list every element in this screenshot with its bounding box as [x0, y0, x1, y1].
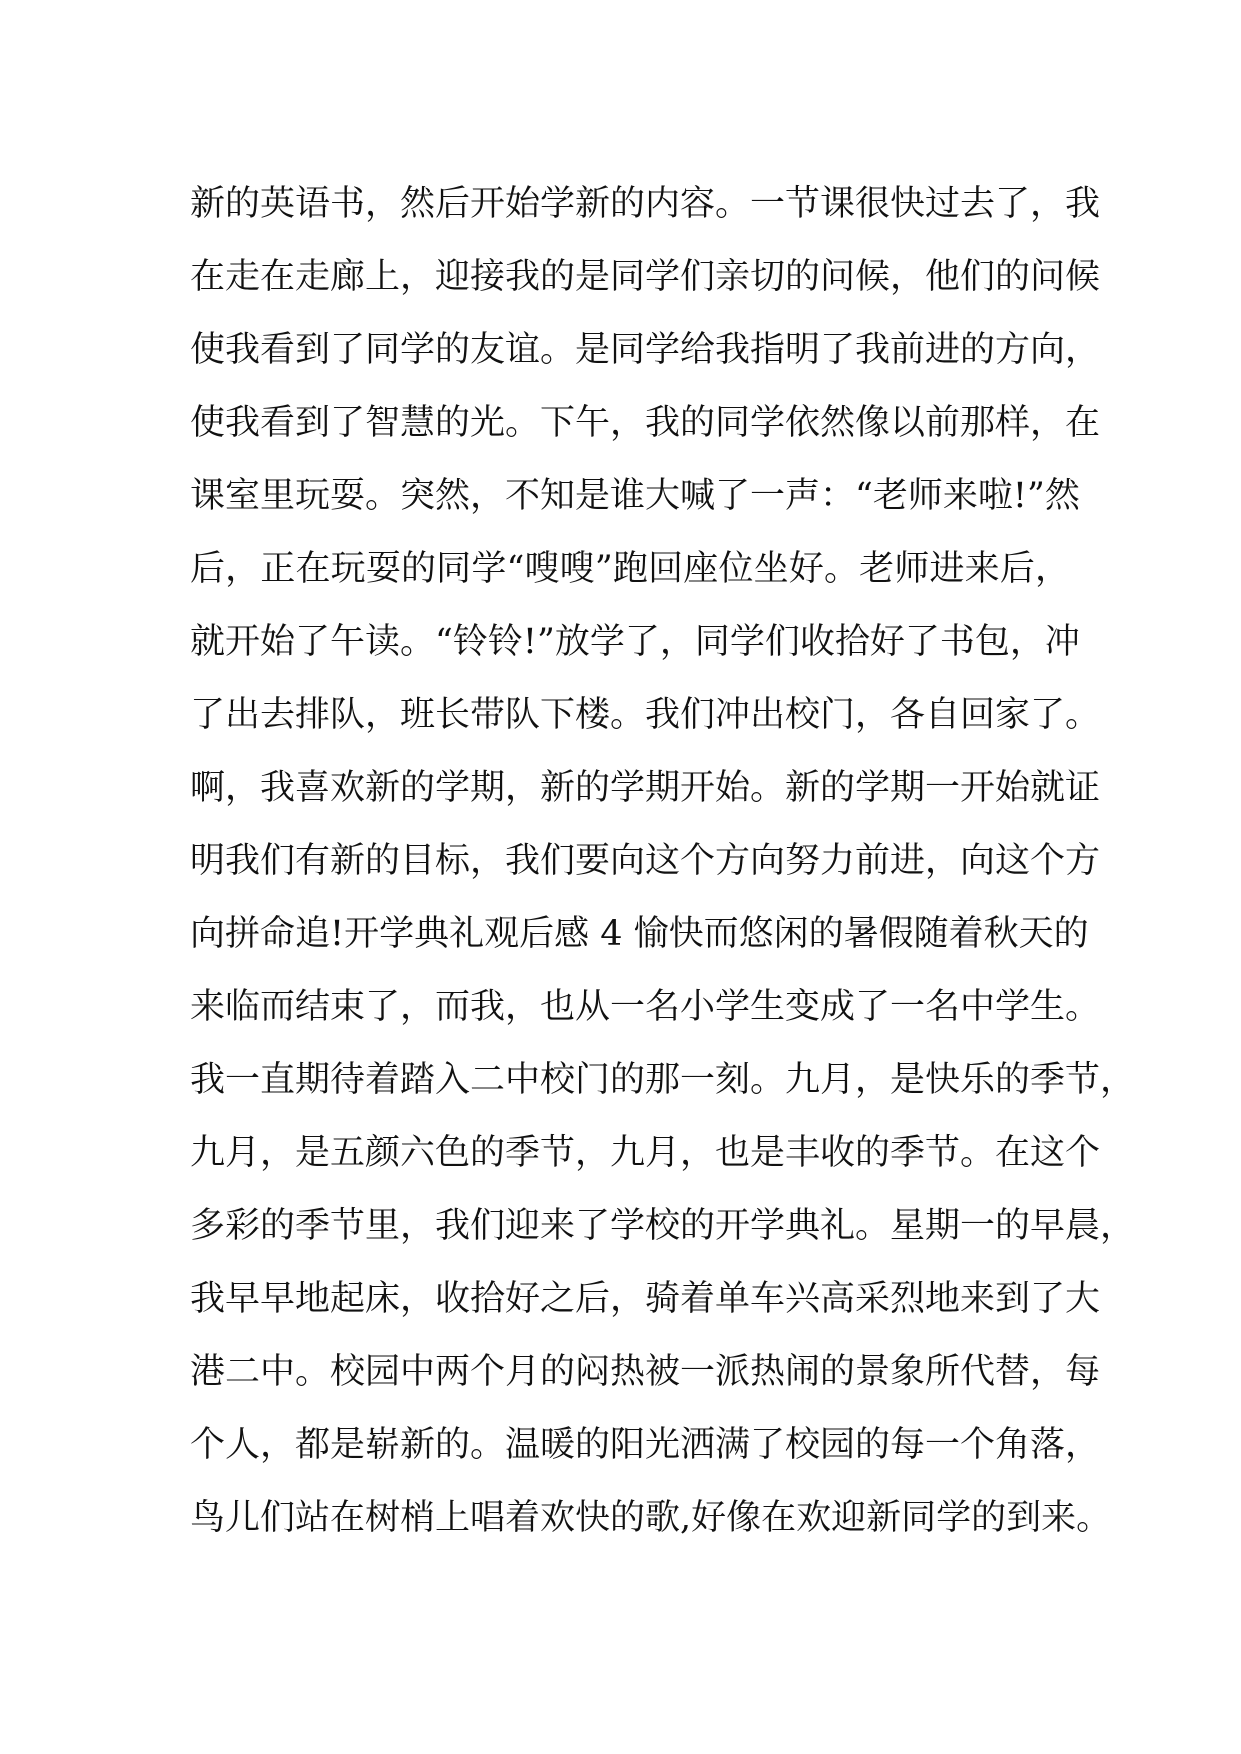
- text-line-8: 了出去排队，班长带队下楼。我们冲出校门，各自回家了。: [190, 695, 1101, 735]
- text-line-15: 多彩的季节里，我们迎来了学校的开学典礼。星期一的早晨，: [190, 1206, 1136, 1246]
- text-line-17: 港二中。校园中两个月的闷热被一派热闹的景象所代替，每: [190, 1352, 1101, 1392]
- text-line-1: 新的英语书，然后开始学新的内容。一节课很快过去了，我: [190, 184, 1101, 224]
- text-line-18: 个人，都是崭新的。温暖的阳光洒满了校园的每一个角落，: [190, 1425, 1101, 1465]
- body-text: [190, 168, 1136, 1555]
- text-line-12: 来临而结束了，而我，也从一名小学生变成了一名中学生。: [190, 987, 1101, 1027]
- text-line-7: 就开始了午读。“铃铃!”放学了，同学们收拾好了书包，冲: [190, 622, 1080, 662]
- text-line-2: 在走在走廊上，迎接我的是同学们亲切的问候，他们的问候: [190, 257, 1101, 297]
- text-line-5: 课室里玩耍。突然，不知是谁大喊了一声：“老师来啦!”然: [190, 476, 1080, 516]
- text-line-13: 我一直期待着踏入二中校门的那一刻。九月，是快乐的季节，: [190, 1060, 1136, 1100]
- text-line-14: 九月，是五颜六色的季节，九月，也是丰收的季节。在这个: [190, 1133, 1101, 1173]
- text-line-4: 使我看到了智慧的光。下午，我的同学依然像以前那样，在: [190, 403, 1101, 443]
- text-line-9: 啊，我喜欢新的学期，新的学期开始。新的学期一开始就证: [190, 768, 1101, 808]
- text-line-6: 后，正在玩耍的同学“嗖嗖”跑回座位坐好。老师进来后，: [190, 549, 1070, 589]
- text-line-11: 向拼命追!开学典礼观后感 4 愉快而悠闲的暑假随着秋天的: [190, 914, 1089, 954]
- text-line-3: 使我看到了同学的友谊。是同学给我指明了我前进的方向，: [190, 330, 1101, 370]
- text-line-10: 明我们有新的目标，我们要向这个方向努力前进，向这个方: [190, 841, 1101, 881]
- text-line-19: 鸟儿们站在树梢上唱着欢快的歌,好像在欢迎新同学的到来。: [190, 1498, 1112, 1538]
- text-line-16: 我早早地起床，收拾好之后，骑着单车兴高采烈地来到了大: [190, 1279, 1101, 1319]
